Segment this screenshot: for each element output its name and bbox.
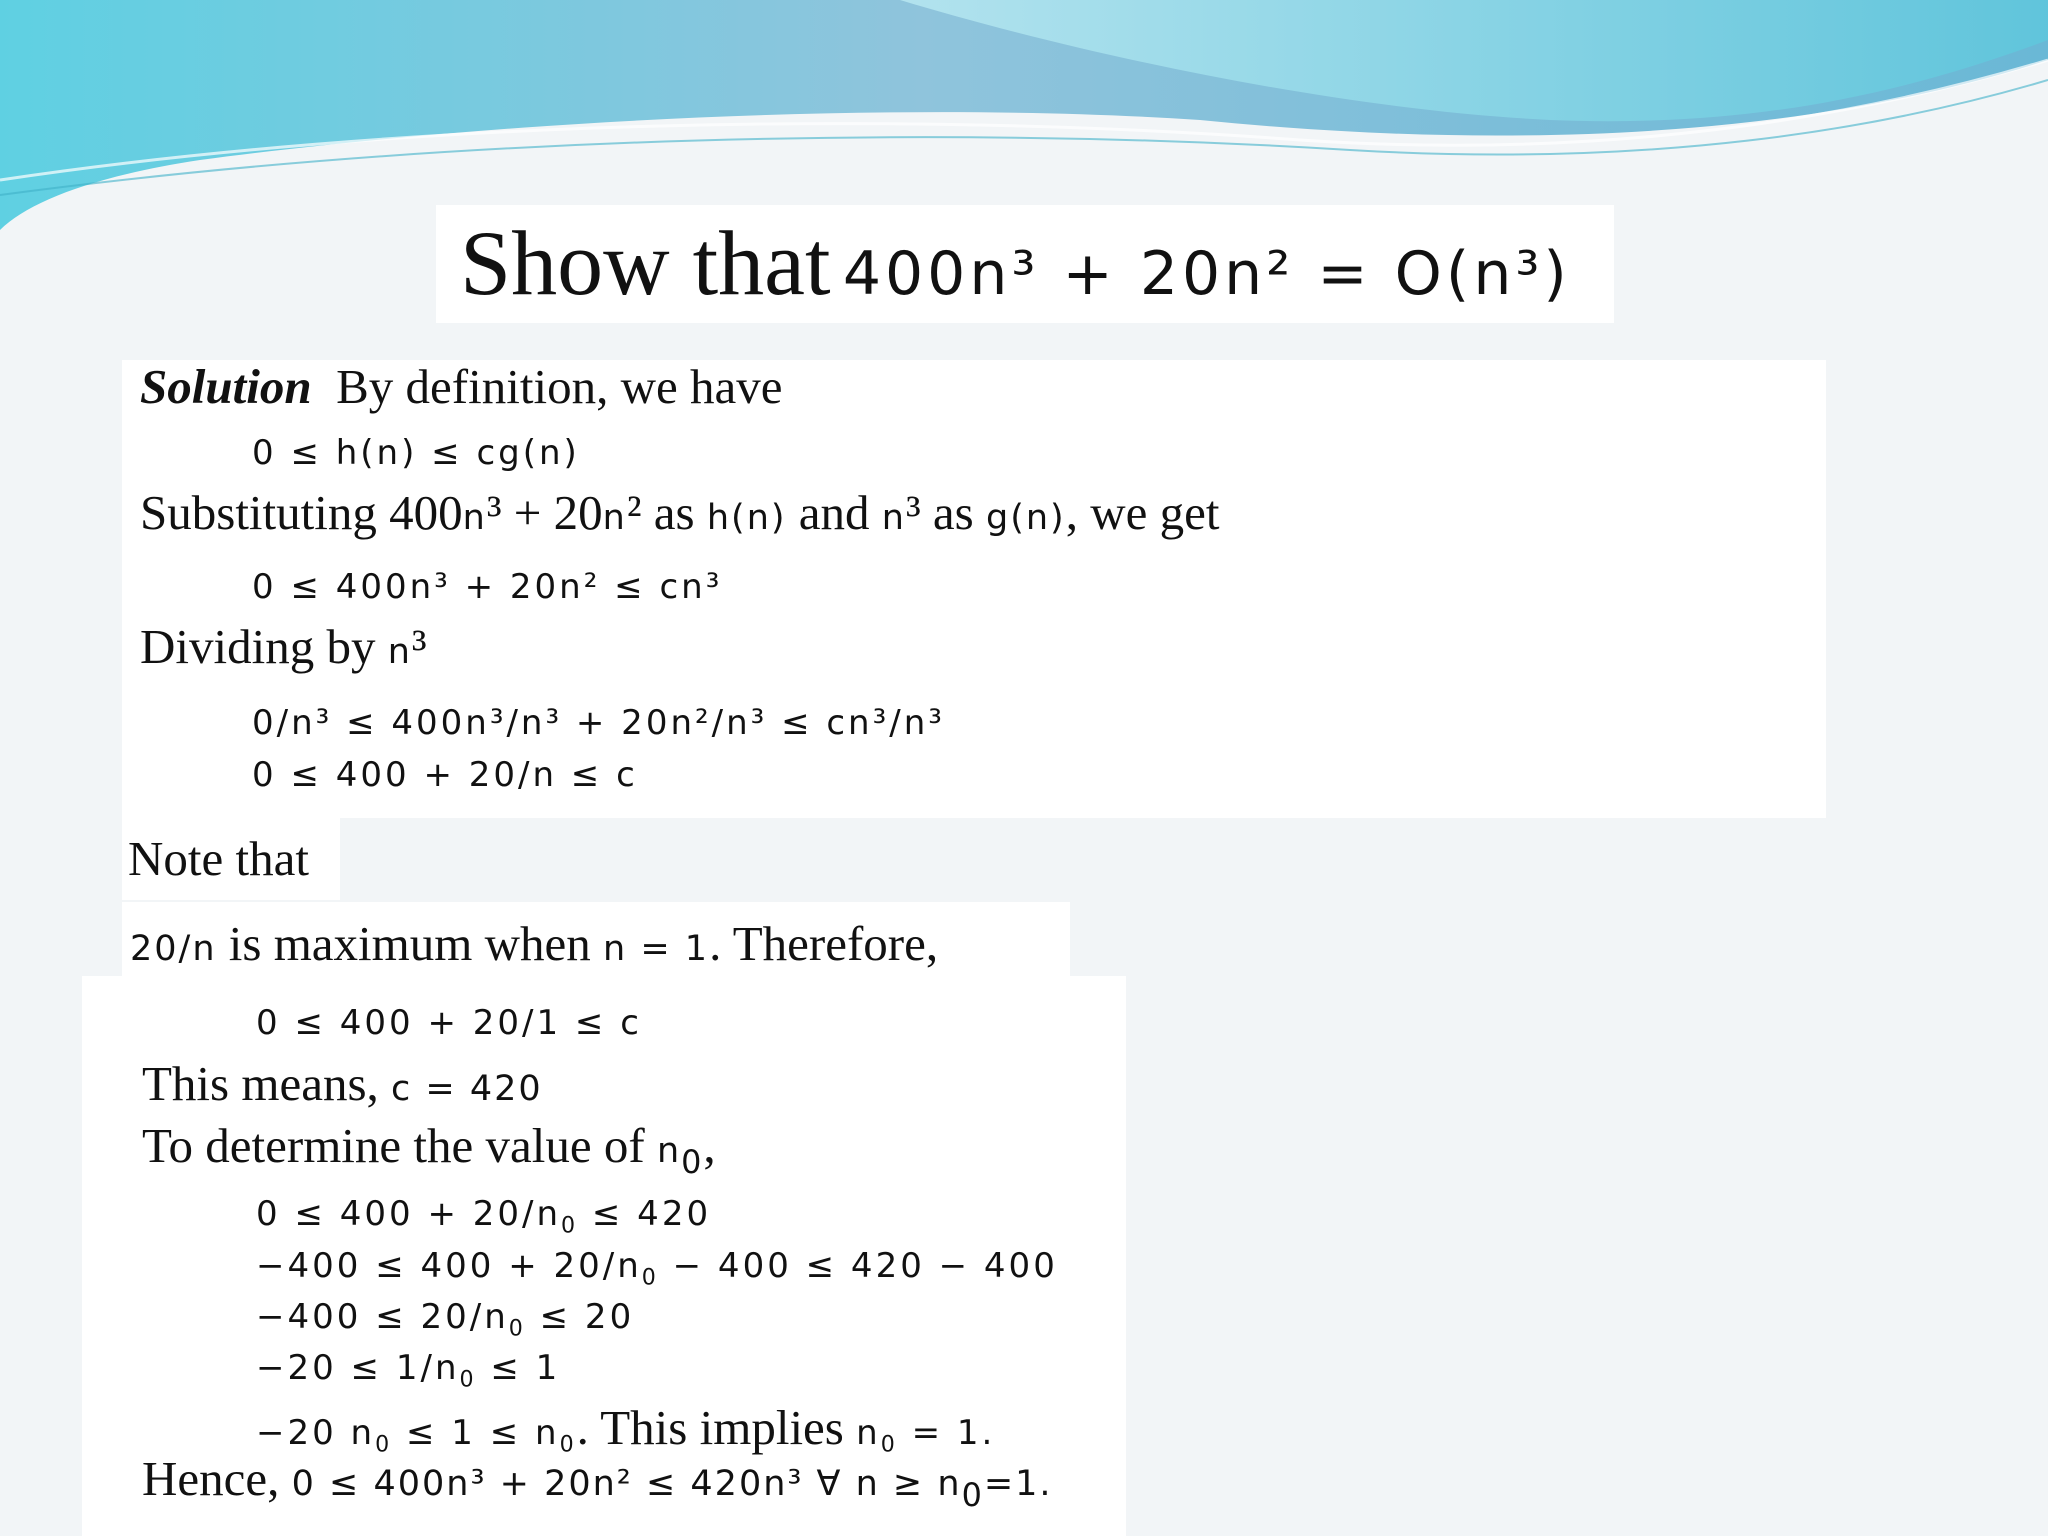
- equation-2: 0 ≤ 400n³ + 20n² ≤ cn³: [252, 567, 723, 607]
- equation-6: $0 \le 400 + 20/n_0 \le 420$: [256, 1194, 712, 1239]
- divide-n: n: [387, 632, 412, 672]
- means-math: c = 420: [391, 1069, 543, 1109]
- hence-math: =1.: [983, 1464, 1053, 1504]
- subst-text: Substituting 400: [140, 485, 463, 540]
- max-cond: n = 1: [603, 929, 710, 969]
- subst-text: ³ as: [905, 485, 986, 540]
- dividing-line: [140, 618, 427, 675]
- maximum-line: [130, 915, 938, 972]
- max-text: is maximum when: [216, 916, 604, 971]
- max-math: 20/n: [130, 929, 217, 969]
- determine-line: [142, 1117, 716, 1181]
- hence-math: 0 ≤ 400n³ + 20n² ≤ 420n³ ∀ n ≥ n: [291, 1464, 962, 1504]
- subst-n: n: [602, 498, 627, 538]
- hence-line: [142, 1450, 1053, 1514]
- header-wave-decoration: [0, 0, 2048, 240]
- means-line: [142, 1055, 543, 1112]
- title-math: 400n³ + 20n² = O(n³): [842, 239, 1571, 309]
- subst-n: n: [462, 498, 487, 538]
- determine-text: To determine the value of: [142, 1118, 657, 1173]
- subst-text: ³ + 20: [486, 485, 603, 540]
- determine-end: ,: [703, 1118, 716, 1173]
- equation-8: $-400 \le 20/n_0 \le 20$: [256, 1297, 635, 1342]
- divide-text: Dividing by: [140, 619, 388, 674]
- equation-5: 0 ≤ 400 + 20/1 ≤ c: [256, 1003, 642, 1043]
- divide-exp: ³: [411, 619, 427, 674]
- subst-text: and: [786, 485, 882, 540]
- title-prefix: Show that: [460, 212, 831, 314]
- subst-text: , we get: [1065, 485, 1220, 540]
- equation-7: $-400 \le 400 + 20/n_0 - 400 \le 420 - 400$: [256, 1246, 1058, 1291]
- subst-g: g(n): [986, 498, 1066, 538]
- subst-n: n: [881, 498, 906, 538]
- determine-sub: 0: [681, 1143, 704, 1182]
- solution-intro-line: [140, 358, 782, 415]
- determine-n: n: [656, 1131, 682, 1171]
- equation-3: 0/n³ ≤ 400n³/n³ + 20n²/n³ ≤ cn³/n³: [252, 703, 945, 743]
- hence-sub: 0: [961, 1476, 984, 1515]
- subst-text: ² as: [626, 485, 707, 540]
- equation-1: 0 ≤ h(n) ≤ cg(n): [252, 433, 580, 473]
- note-text: Note that: [128, 831, 309, 886]
- means-text: This means,: [142, 1056, 392, 1111]
- equation-4: 0 ≤ 400 + 20/n ≤ c: [252, 755, 638, 795]
- hence-text: Hence,: [142, 1451, 292, 1506]
- max-text: . Therefore,: [709, 916, 939, 971]
- slide-title: [460, 210, 1571, 316]
- solution-intro: By definition, we have: [336, 359, 783, 414]
- solution-label: Solution: [140, 359, 312, 414]
- equation-10: −20 $n_0 \le 1 \le n_0$. This implies $n_0 = 1$.: [256, 1400, 996, 1458]
- equation-9: $-20 \le 1/n_0 \le 1$: [256, 1348, 561, 1393]
- substitution-line: [140, 484, 1219, 541]
- subst-h: h(n): [706, 498, 787, 538]
